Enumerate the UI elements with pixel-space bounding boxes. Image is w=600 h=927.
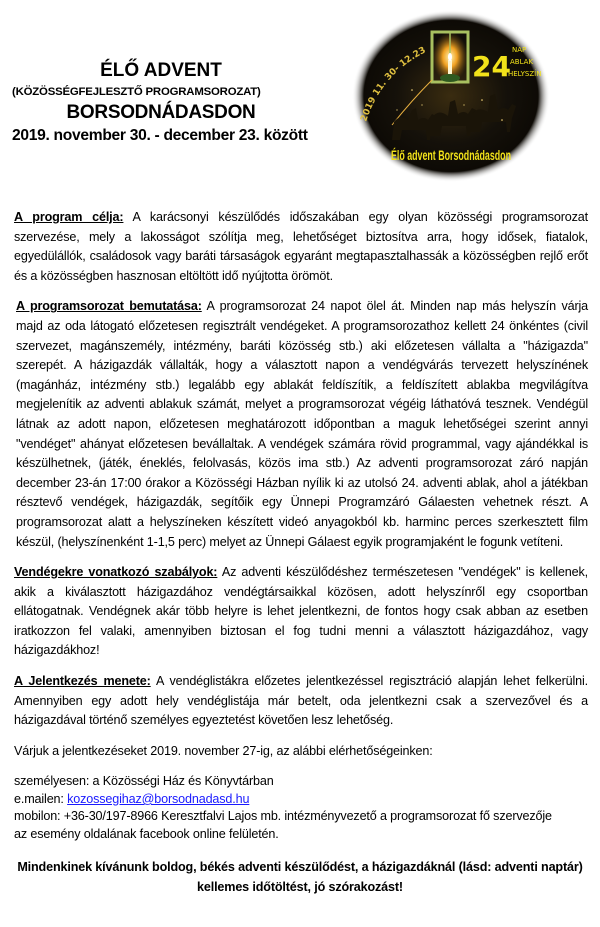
date-range: 2019. november 30. - december 23. között	[12, 127, 308, 144]
contact-email-row	[14, 791, 588, 809]
section-heading: A program célja:	[14, 210, 124, 224]
section-guest-rules	[14, 563, 588, 661]
section-text: Az adventi készülődéshez természetesen "vendégek" is kellenek, akik a kiválasztott házigazdához vendégtársaikkal közösen, adott helyszínről egy csoportban ellátogatnak. Vendégnek akár több helyre is lehet jelentkezni, de fontos hogy csak abban az esetben iratkozzon fel valaki, amennyiben biztosan el fog tudni menni a választott házigazdához, vagy házigazdákhoz!	[14, 565, 588, 658]
section-heading: A Jelentkezés menete:	[14, 674, 151, 689]
title: ÉLŐ ADVENT	[100, 60, 222, 81]
section-text: A programsorozat 24 napot ölel át. Minden nap más helyszín várja majd az oda látogató előzetesen regisztrált vendégeket. A programsorozathoz kellett 24 önkéntes (civil szervezet, magánszemély, intézmény, baráti közösség stb.) aki előzetesen vállalta a "házigazda" szerepét. A házigazdák vállalták, hogy a választott napon a vendégvárás tervezett helyszínének (magánház, intézmény stb.) legalább egy ablakát feldíszítik, a feldíszített ablakba megvilágítva megjelenítik az adventi ablakuk számát, melyet a programsorozat végéig láthatóvá tesznek. Vendégül látnak az adott napon, előzetesen meghatározott időpontban a maguk lehetőségei szerint annyi "vendéget" ahányat előzetesen bevállaltak. A vendégek számára rövid programmal, vagy ajándékkal is készülhetnek, (játék, éneklés, felolvasás, közös ima stb.) Az adventi programsorozat záró napján december 23-án 17:00 órakor a Közösségi Házban nyílik ki az utolsó 24. adventi ablak, ahol a játékban résztevő vendégek, házigazdák, segítőik egy Ünnepi Programzáró Gálaesten vehetnek részt. A programsorozat alatt a helyszíneken készített videó anyagokból kb. harminc perces szerkesztett film készül, (helyszínenként 1-1,5 perc) melyet az Ünnepi Gálaest egyik programjaként le fogunk vetíteni.	[16, 299, 588, 549]
contact-facebook: az esemény oldalának facebook online felületén.	[14, 826, 279, 841]
logo-arc-text: 2019 11. 30- 12.23	[359, 45, 428, 123]
document-header	[0, 0, 345, 190]
section-heading: A programsorozat bemutatása:	[16, 299, 202, 314]
section-program-goal	[14, 208, 588, 286]
section-heading: Vendégekre vonatkozó szabályok:	[14, 565, 218, 580]
section-text: A vendéglistákra előzetes jelentkezéssel regisztráció alapján lehet felkerülni. Amennyiben egy adott hely vendéglistája már betelt, oda jelentkezni csak a szervezővel és a házigazdával történő személyes egyeztetést követően lesz lehetőség.	[14, 674, 588, 728]
document-body	[0, 200, 600, 927]
advent-logo	[352, 10, 550, 182]
section-program-description	[14, 297, 588, 552]
closing-line-2: kellemes időtöltést, jó szórakozást!	[197, 880, 403, 895]
closing-line-1: Mindenkinek kívánunk boldog, békés adventi készülődést, a házigazdáknál (lásd: adventi naptár)	[17, 860, 583, 875]
contact-mobile: mobilon: +36-30/197-8966 Keresztfalvi Lajos mb. intézményvezető a programsorozat fő szervezője	[14, 809, 552, 824]
contact-list	[14, 773, 588, 843]
deadline-text: Várjuk a jelentkezéseket 2019. november 27-ig, az alábbi elérhetőségeinken:	[14, 743, 433, 758]
logo-word-ablak: ABLAK	[510, 58, 534, 66]
email-link[interactable]: kozossegihaz@borsodnadasd.hu	[67, 791, 250, 806]
section-text: A karácsonyi készülődés időszakában egy olyan közösségi programsorozat szervezése, mely a lakosságot szólítja meg, lehetőséget biztosítva arra, hogy idősek, fiatalok, egyedülállók, családosok vagy baráti társaságok egyaránt megtapasztalhassák a közösségben rejlő erőt és a közösségben hasznosan eltöltött idő nyújtotta örömöt.	[14, 210, 588, 283]
closing-message	[0, 857, 600, 897]
logo-number: 24	[472, 50, 511, 83]
subtitle: (KÖZÖSSÉGFEJLESZTŐ PROGRAMSOROZAT)	[12, 86, 261, 98]
email-label: e.mailen:	[14, 791, 68, 806]
top-section	[0, 0, 600, 200]
contact-in-person: személyesen: a Közösségi Ház és Könyvtárban	[14, 774, 274, 789]
logo-word-helyszin: HELYSZÍN	[508, 70, 542, 78]
logo-word-nap: NAP	[512, 46, 527, 54]
section-registration	[14, 672, 588, 731]
window-icon	[432, 32, 468, 82]
place-name: BORSODNÁDASDON	[66, 102, 256, 123]
logo-caption: Élő advent Borsodnádasdon	[391, 147, 511, 163]
